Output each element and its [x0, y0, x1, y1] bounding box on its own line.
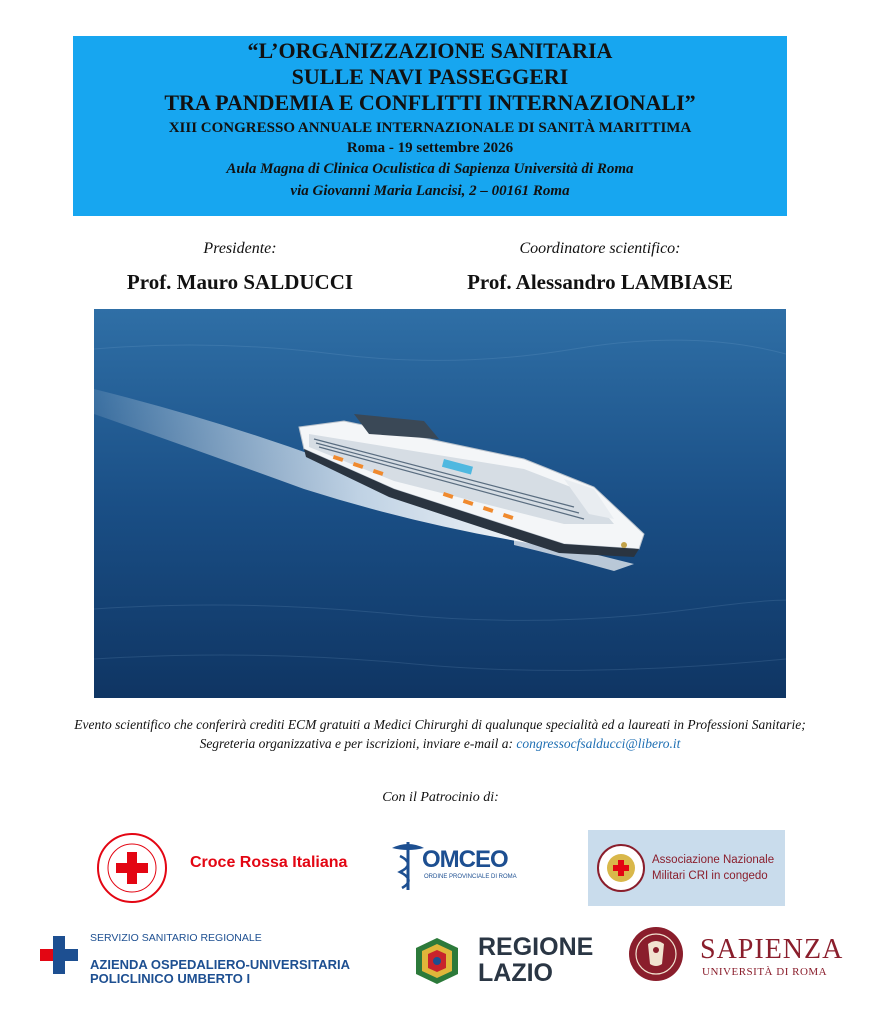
sapienza-seal — [628, 926, 684, 982]
title-line-3: TRA PANDEMIA E CONFLITTI INTERNAZIONALI” — [164, 90, 696, 115]
anmcri-line2: Militari CRI in congedo — [652, 870, 768, 882]
anmcri-logo — [588, 830, 785, 906]
omceo-name: OMCEO — [422, 846, 508, 873]
event-text: Evento scientifico che conferirà crediti ECM gratuiti a Medici Chirurghi di qualunque specialità ed a laureati in Professioni Sanitarie; Segreteria organizzativa e per iscrizioni, inviare e-mail a: — [74, 717, 806, 751]
cruise-ship-image — [94, 309, 786, 698]
event-description — [60, 715, 820, 753]
aou-line1: AZIENDA OSPEDALIERO-UNIVERSITARIA — [90, 957, 351, 972]
sapienza-seal-icon — [628, 926, 684, 982]
lazio-emblem-icon — [412, 936, 462, 986]
president-name: Prof. Mauro SALDUCCI — [126, 270, 354, 294]
congress-name: XIII CONGRESSO ANNUALE INTERNAZIONALE DI SANITÀ MARITTIMA — [168, 120, 692, 136]
regione-lazio-emblem — [412, 936, 462, 986]
sapienza-sub: UNIVERSITÀ DI ROMA — [702, 966, 828, 978]
sapienza-name: SAPIENZA — [700, 934, 844, 965]
omceo-sub: ORDINE PROVINCIALE DI ROMA — [424, 874, 517, 880]
aou-line2: POLICLINICO UMBERTO I — [90, 971, 251, 986]
ssr-cross-logo — [40, 936, 78, 974]
anmcri-seal-icon — [596, 843, 646, 893]
event-date: Roma - 19 settembre 2026 — [346, 140, 514, 156]
patronage-label: Con il Patrocinio di: — [382, 790, 499, 805]
title-line-2: SULLE NAVI PASSEGGERI — [291, 64, 569, 89]
regione-line1: REGIONE — [478, 933, 594, 961]
regione-line2: LAZIO — [478, 959, 553, 987]
coordinator-role: Coordinatore scientifico: — [519, 240, 681, 257]
omceo-logo — [388, 838, 538, 894]
anmcri-line1: Associazione Nazionale — [652, 854, 775, 866]
title-banner — [73, 36, 787, 216]
red-cross-icon — [96, 832, 168, 904]
venue: Aula Magna di Clinica Oculistica di Sapienza Università di Roma — [226, 161, 634, 177]
address: via Giovanni Maria Lancisi, 2 – 00161 Roma — [290, 183, 570, 199]
ssr-label: SERVIZIO SANITARIO REGIONALE — [90, 932, 262, 944]
cri-seal-logo — [96, 832, 168, 904]
president-role: Presidente: — [203, 240, 277, 257]
cri-name: Croce Rossa Italiana — [190, 854, 348, 871]
title-line-1: “L’ORGANIZZAZIONE SANITARIA — [247, 38, 613, 63]
coordinator-name: Prof. Alessandro LAMBIASE — [467, 270, 733, 294]
cruise-ship-photo — [94, 309, 786, 698]
blue-red-cross-icon — [40, 936, 78, 974]
email-link[interactable]: congressocfsalducci@libero.it — [516, 736, 681, 751]
